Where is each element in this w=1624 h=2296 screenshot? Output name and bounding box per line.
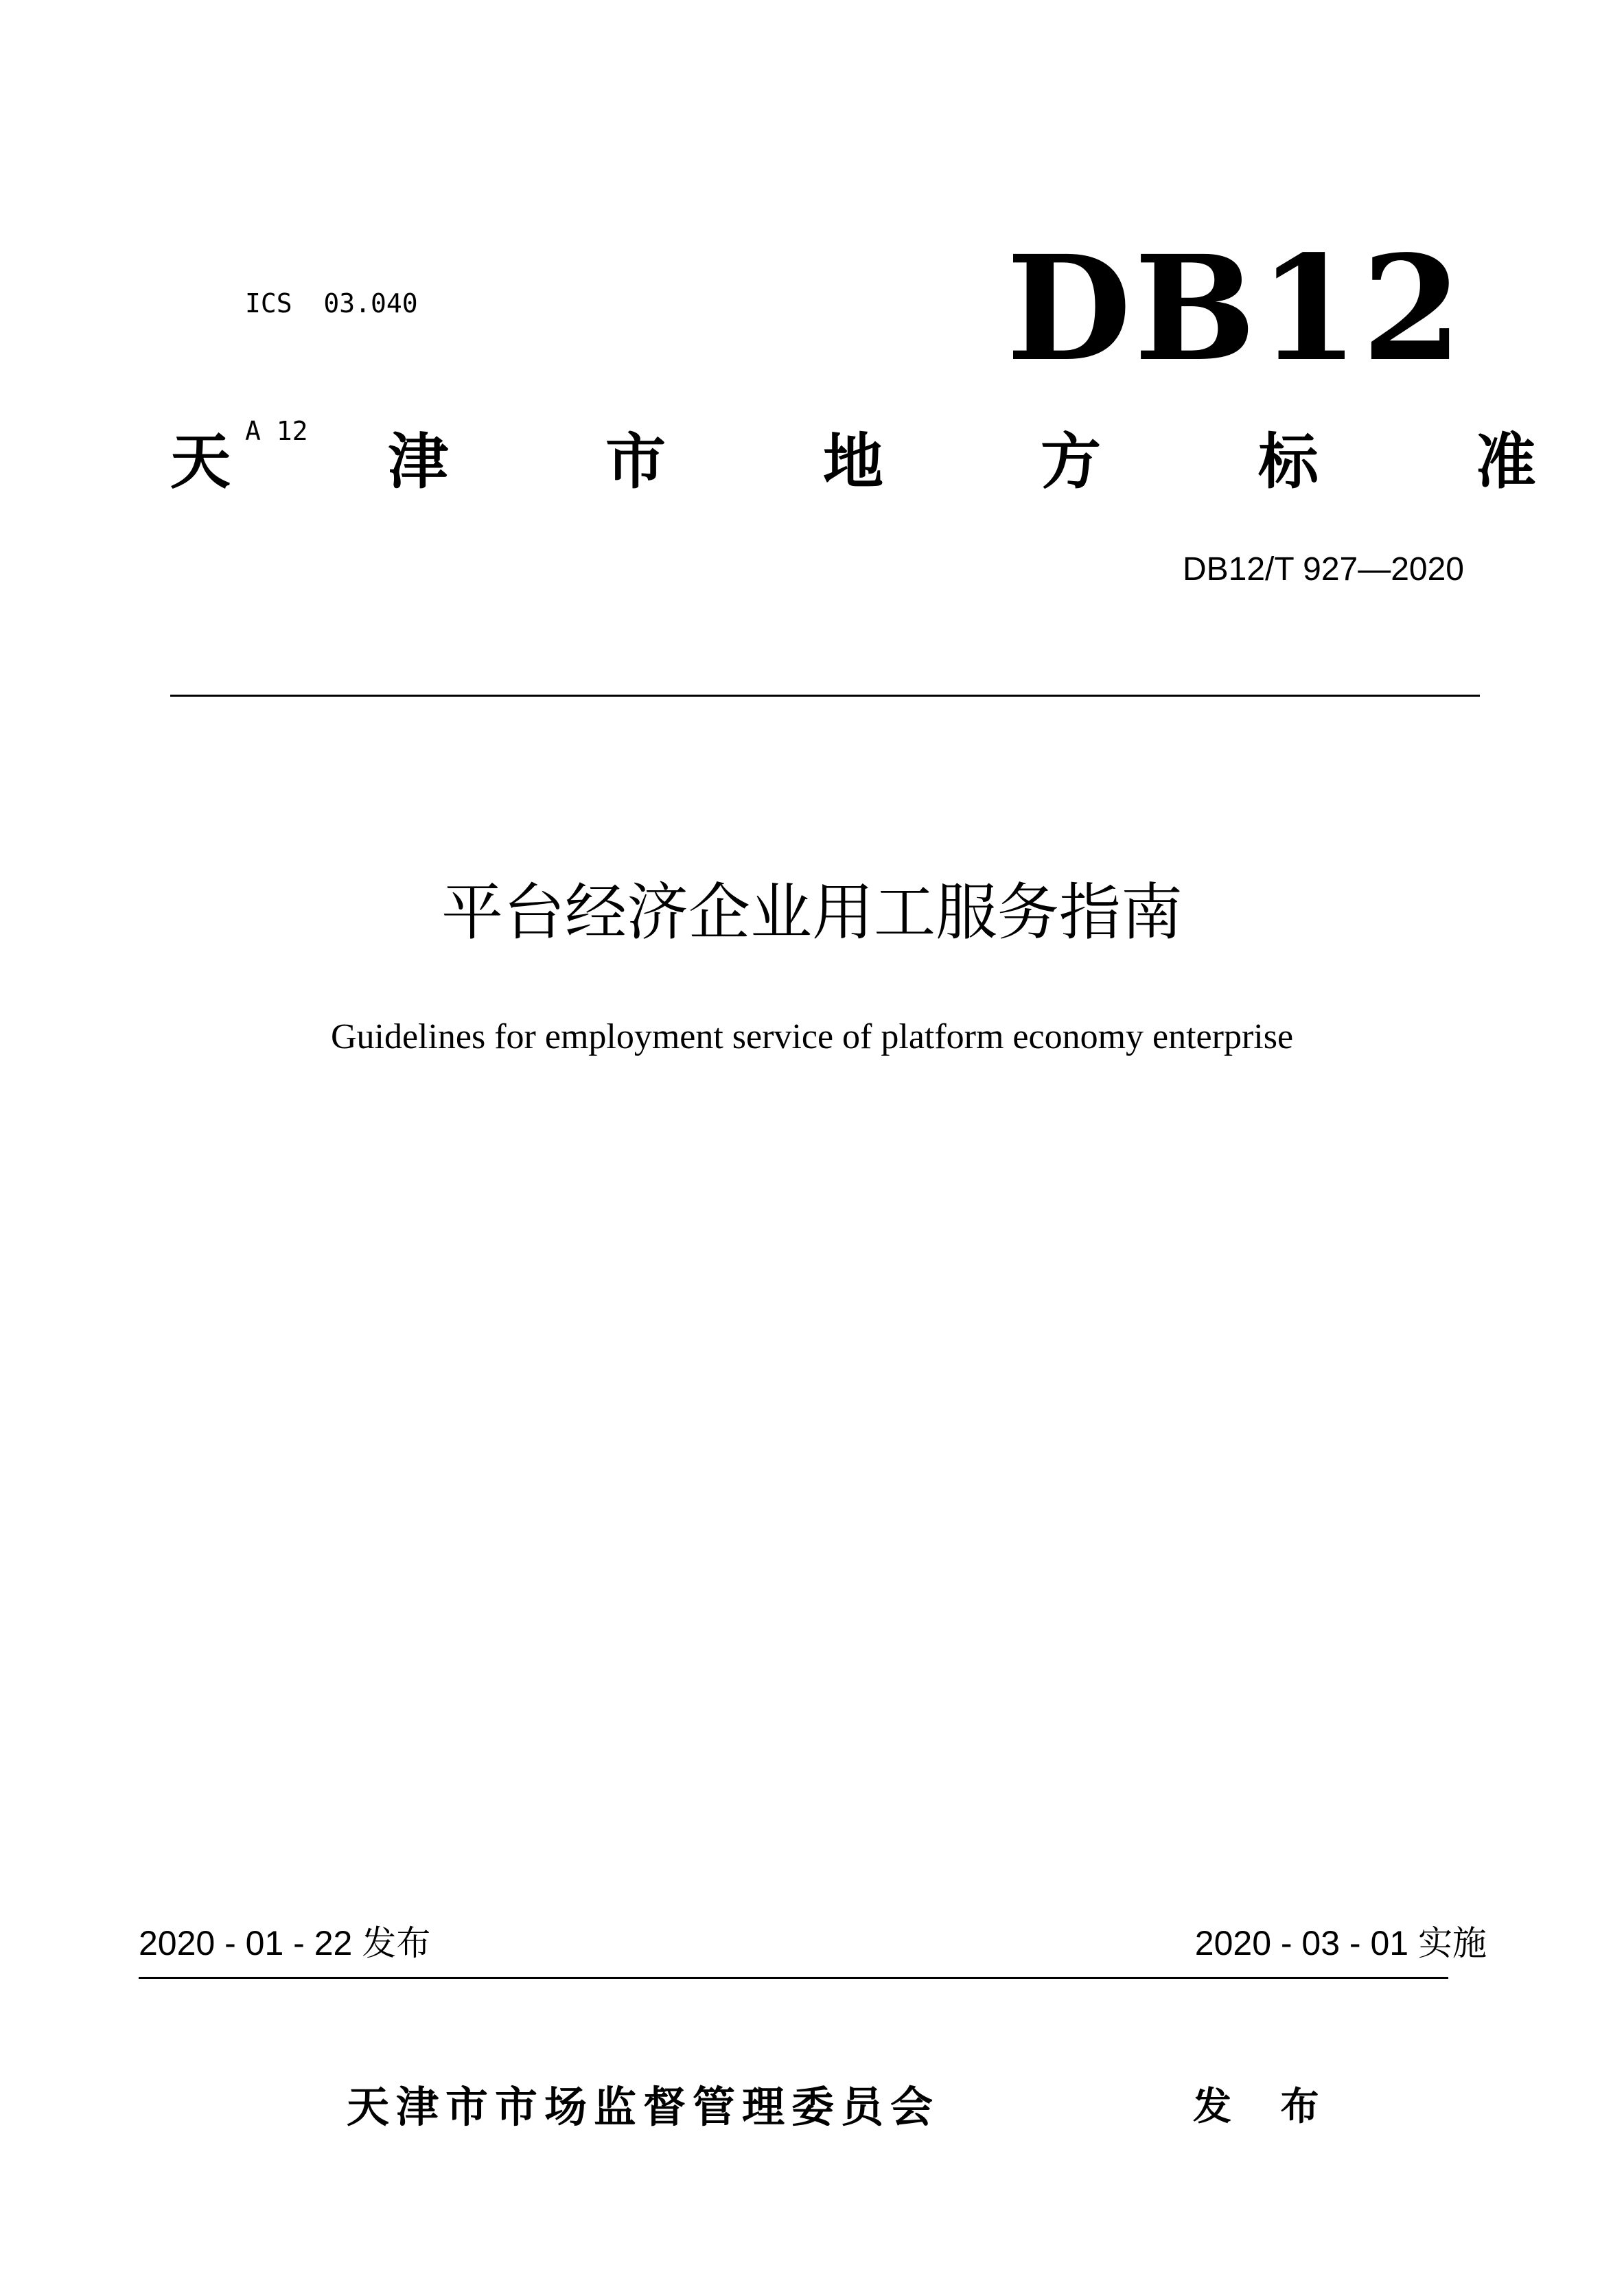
standard-number: DB12/T 927—2020 [1182, 551, 1464, 588]
publisher-name: 天津市市场监督管理委员会 [347, 2082, 940, 2132]
standard-type-char: 地 [822, 426, 883, 497]
standard-type-title [170, 424, 1536, 500]
document-english-title: Guidelines for employment service of platform economy enterprise [330, 1017, 1294, 1056]
document-title: 平台经济企业用工服务指南 [441, 877, 1183, 949]
implementation-date: 2020 - 03 - 01 实施 [1194, 1924, 1487, 1962]
release-date: 2020 - 01 - 22 发布 [139, 1924, 431, 1962]
standard-type-char: 准 [1475, 426, 1536, 497]
ics-code: ICS 03.040 [245, 288, 418, 318]
standard-type-char: 市 [605, 426, 666, 497]
bottom-divider [139, 1977, 1448, 1979]
standard-type-char: 天 [170, 426, 231, 497]
standard-type-char: 津 [387, 426, 448, 497]
ccs-code: A 12 [245, 416, 308, 446]
top-divider [170, 695, 1480, 697]
standard-type-char: 方 [1040, 426, 1101, 497]
standard-type-char: 标 [1257, 426, 1319, 497]
db-standard-mark: DB12 [1006, 224, 1465, 393]
publish-label: 发 布 [1193, 2085, 1337, 2129]
